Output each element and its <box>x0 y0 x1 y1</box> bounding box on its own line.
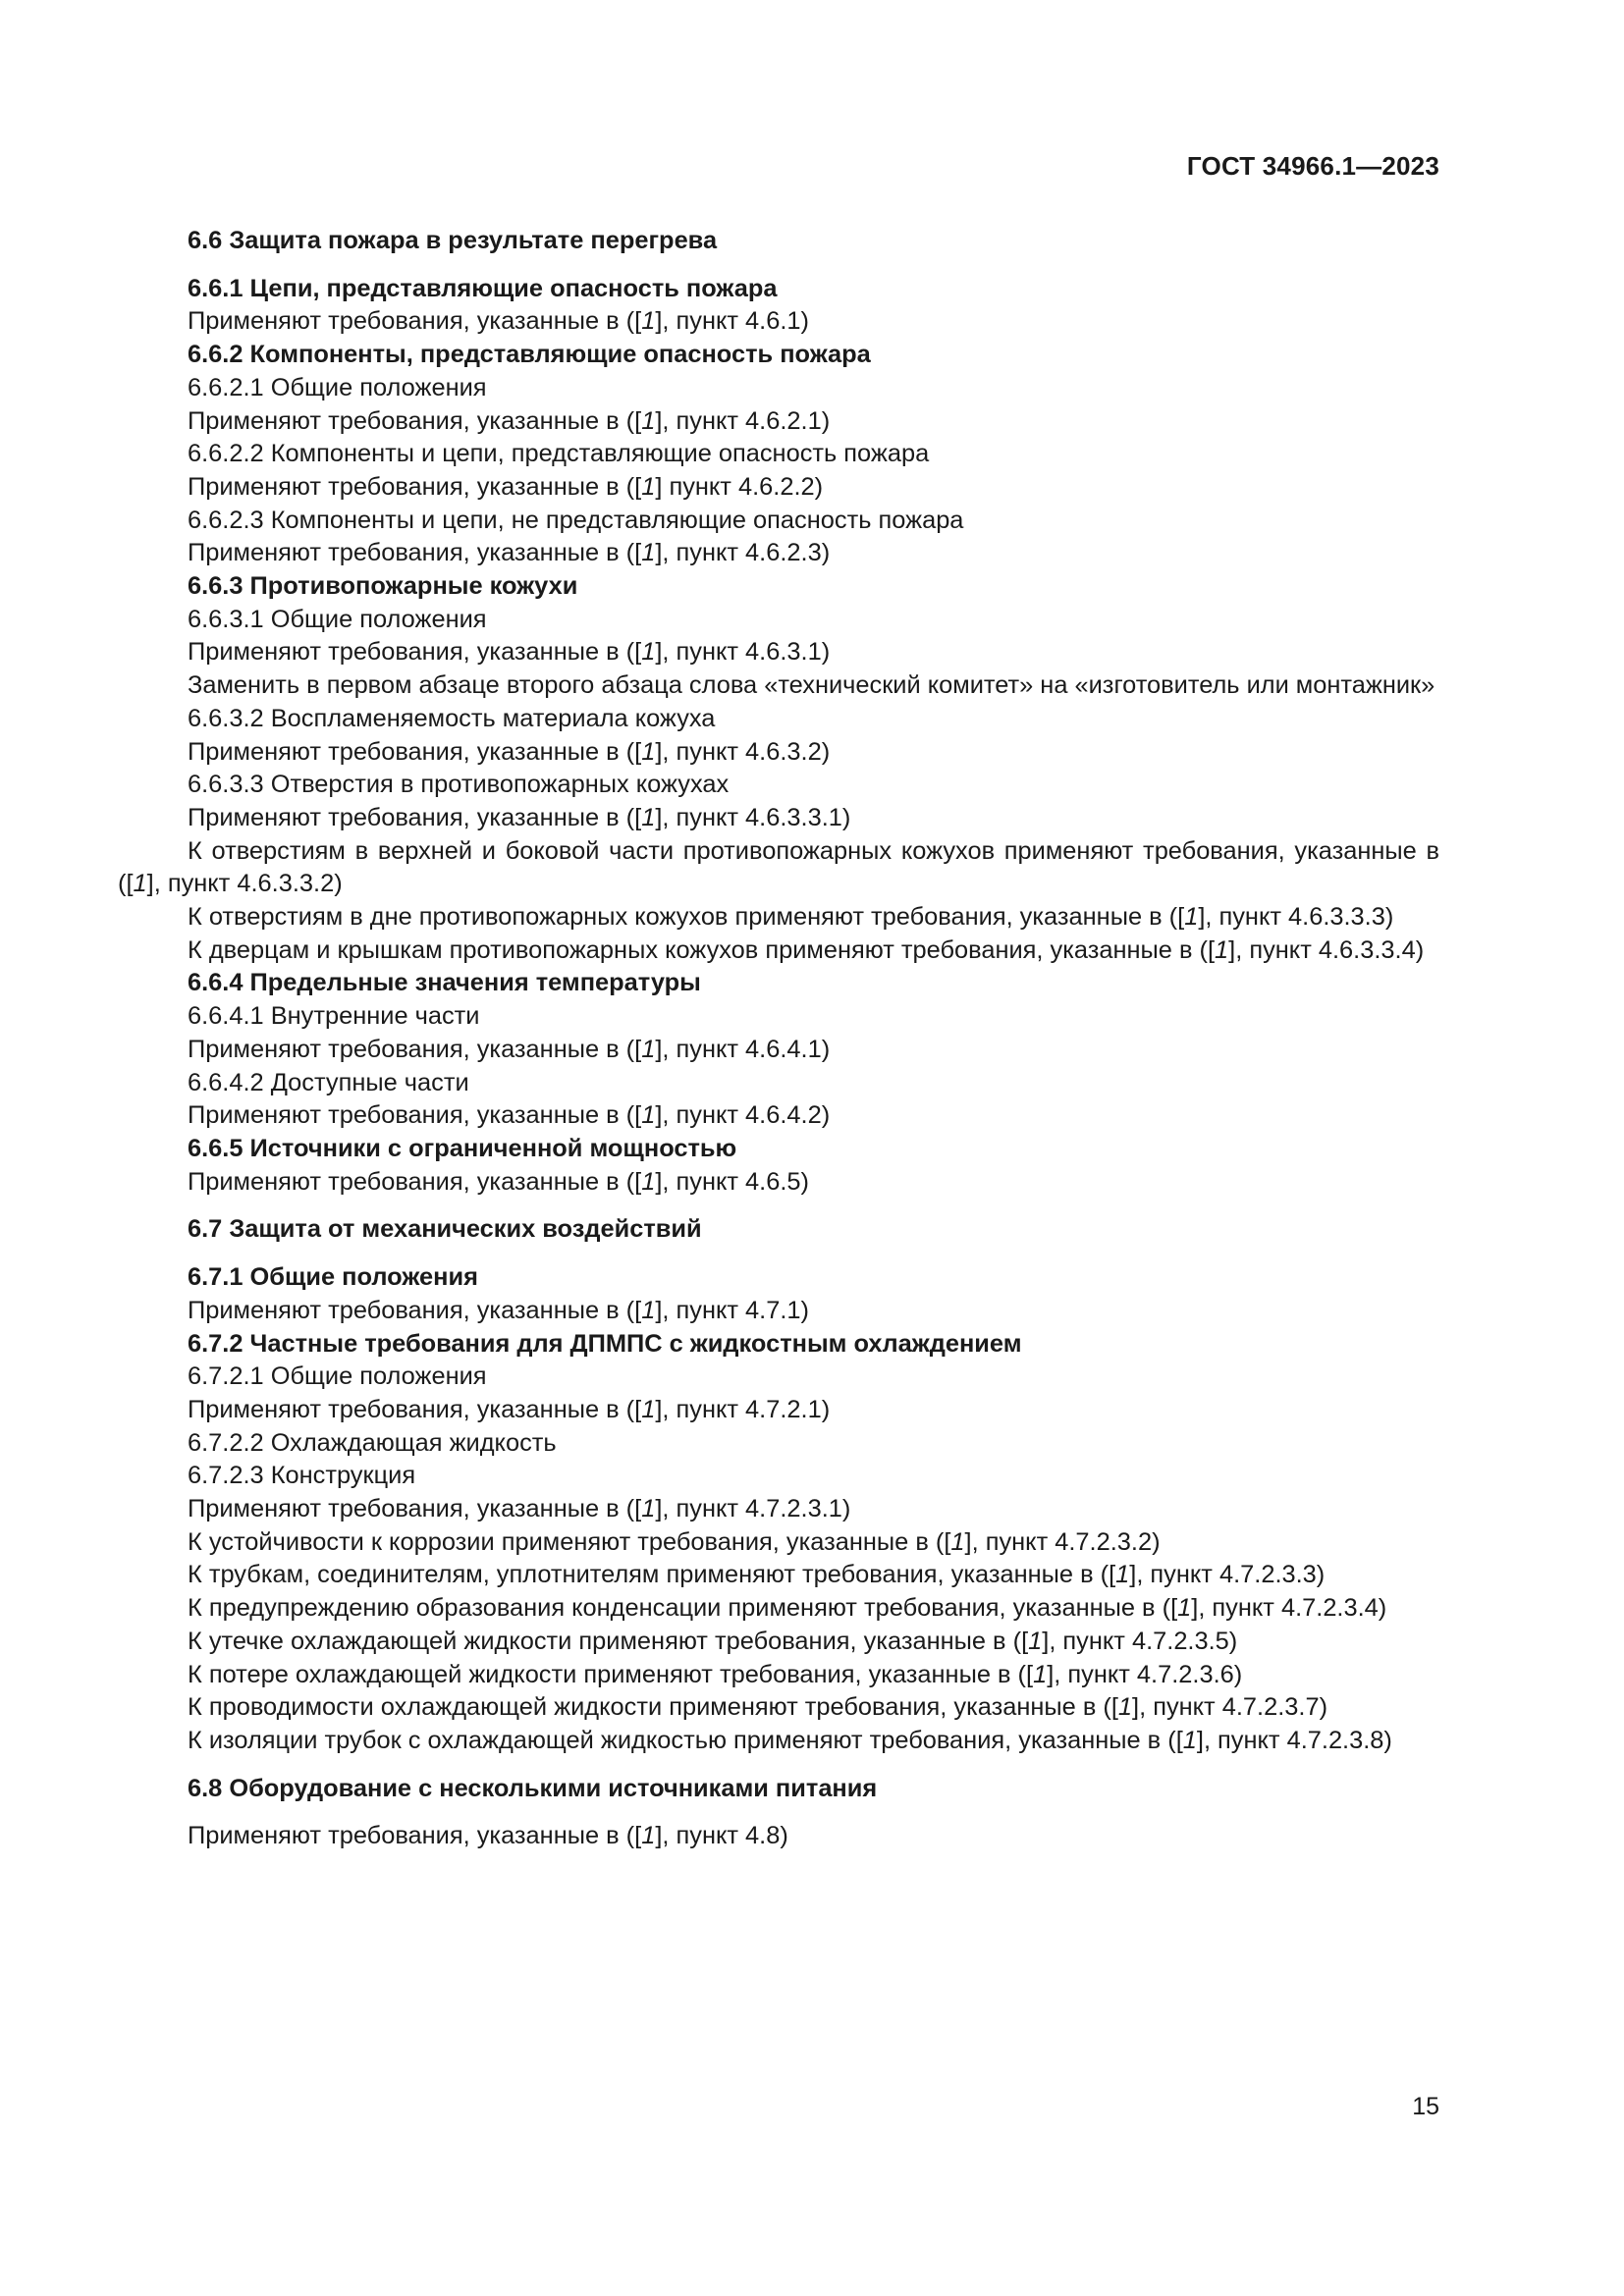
paragraph: 6.7.2.2 Охлаждающая жидкость <box>188 1428 557 1457</box>
page-number: 15 <box>1412 2093 1439 2120</box>
paragraph: 6.6.3.2 Воспламеняемость материала кожуха <box>188 704 716 732</box>
paragraph: Применяют требования, указанные в ([1], пункт 4.6.3.2) <box>188 737 831 766</box>
section-heading: 6.6.5 Источники с ограниченной мощностью <box>188 1134 737 1162</box>
section-heading: 6.6.1 Цепи, представляющие опасность пожара <box>188 274 778 302</box>
paragraph: Применяют требования, указанные в ([1], пункт 4.6.4.2) <box>188 1101 831 1130</box>
paragraph: Заменить в первом абзаце второго абзаца слова «технический комитет» на «изготовитель или монтажник» <box>188 671 1435 700</box>
section-heading: 6.7.2 Частные требования для ДПМПС с жидкостным охлаждением <box>188 1329 1022 1358</box>
section-heading: 6.7.1 Общие положения <box>188 1263 478 1292</box>
paragraph: К отверстиям в верхней и боковой части противопожарных кожухов применяют требования, указанные в ([1], пункт 4.6.3.3.2) <box>118 836 1439 898</box>
section-heading: 6.6.3 Противопожарные кожухи <box>188 572 578 601</box>
section-heading: 6.8 Оборудование с несколькими источниками питания <box>188 1774 878 1802</box>
paragraph: 6.6.2.1 Общие положения <box>188 373 487 401</box>
paragraph: 6.6.3.1 Общие положения <box>188 605 487 633</box>
paragraph: К утечке охлаждающей жидкости применяют требования, указанные в ([1], пункт 4.7.2.3.5) <box>188 1627 1238 1655</box>
paragraph: Применяют требования, указанные в ([1], пункт 4.8) <box>188 1822 788 1850</box>
paragraph: 6.6.3.3 Отверстия в противопожарных кожухах <box>188 771 730 799</box>
paragraph: К отверстиям в дне противопожарных кожухов применяют требования, указанные в ([1], пункт 4.6.3.3.3) <box>188 903 1394 932</box>
paragraph: Применяют требования, указанные в ([1], пункт 4.6.4.1) <box>188 1035 831 1063</box>
paragraph: К устойчивости к коррозии применяют требования, указанные в ([1], пункт 4.7.2.3.2) <box>188 1527 1161 1556</box>
section-heading: 6.6 Защита пожара в результате перегрева <box>188 227 718 254</box>
paragraph: Применяют требования, указанные в ([1] пункт 4.6.2.2) <box>188 472 824 501</box>
document-body <box>118 225 1439 1853</box>
document-code: ГОСТ 34966.1—2023 <box>1186 151 1439 181</box>
section-heading: 6.7 Защита от механических воздействий <box>188 1215 702 1244</box>
paragraph: К дверцам и крышкам противопожарных кожухов применяют требования, указанные в ([1], пункт 4.6.3.3.4) <box>188 935 1425 964</box>
paragraph: Применяют требования, указанные в ([1], пункт 4.6.3.3.1) <box>188 803 851 831</box>
paragraph: 6.6.2.3 Компоненты и цепи, не представляющие опасность пожара <box>188 506 964 534</box>
paragraph: 6.6.4.1 Внутренние части <box>188 1002 480 1031</box>
paragraph: К изоляции трубок с охлаждающей жидкостью применяют требования, указанные в ([1], пункт 4.7.2.3.8) <box>188 1726 1392 1754</box>
paragraph: 6.7.2.3 Конструкция <box>188 1462 416 1490</box>
paragraph: Применяют требования, указанные в ([1], пункт 4.7.2.3.1) <box>188 1495 851 1523</box>
paragraph: 6.6.4.2 Доступные части <box>188 1068 469 1096</box>
paragraph: Применяют требования, указанные в ([1], пункт 4.6.1) <box>188 307 809 336</box>
paragraph: 6.7.2.1 Общие положения <box>188 1362 487 1391</box>
paragraph: 6.6.2.2 Компоненты и цепи, представляющие опасность пожара <box>188 440 930 468</box>
paragraph: К трубкам, соединителям, уплотнителям применяют требования, указанные в ([1], пункт 4.7.2.3.3) <box>188 1561 1326 1589</box>
paragraph: К потере охлаждающей жидкости применяют требования, указанные в ([1], пункт 4.7.2.3.6) <box>188 1660 1243 1688</box>
paragraph: Применяют требования, указанные в ([1], пункт 4.7.1) <box>188 1296 809 1324</box>
paragraph: К предупреждению образования конденсации применяют требования, указанные в ([1], пункт 4.7.2.3.4) <box>188 1594 1387 1623</box>
section-heading: 6.6.2 Компоненты, представляющие опасность пожара <box>188 341 871 369</box>
section-heading: 6.6.4 Предельные значения температуры <box>188 969 701 997</box>
paragraph: Применяют требования, указанные в ([1], пункт 4.6.5) <box>188 1167 809 1196</box>
paragraph: Применяют требования, указанные в ([1], пункт 4.7.2.1) <box>188 1395 831 1423</box>
paragraph: К проводимости охлаждающей жидкости применяют требования, указанные в ([1], пункт 4.7.2.3.7) <box>188 1693 1328 1722</box>
paragraph: Применяют требования, указанные в ([1], пункт 4.6.2.1) <box>188 406 831 435</box>
paragraph: Применяют требования, указанные в ([1], пункт 4.6.2.3) <box>188 539 831 567</box>
paragraph: Применяют требования, указанные в ([1], пункт 4.6.3.1) <box>188 638 831 667</box>
